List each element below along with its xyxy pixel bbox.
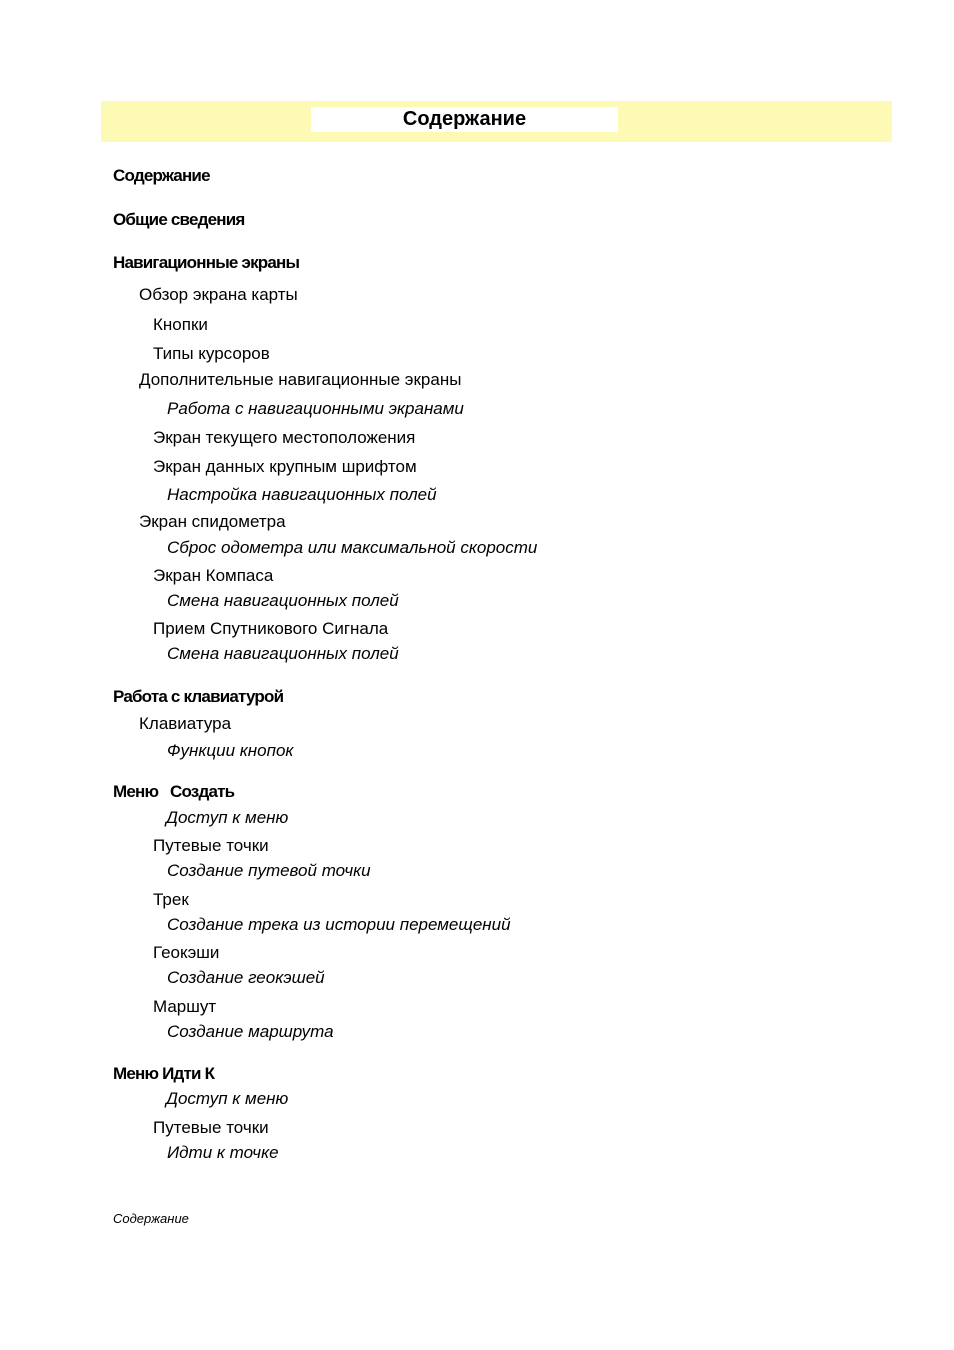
toc-item-menu-access-2[interactable]: Доступ к меню [166,1089,289,1108]
toc-item-geocaches[interactable]: Геокэши [153,943,220,962]
toc-section-create-menu[interactable]: Меню Создать [113,782,235,801]
toc-item-satellite-signal[interactable]: Прием Спутникового Сигнала [153,619,389,638]
toc-section-contents[interactable]: Содержание [113,166,210,185]
toc-item-buttons[interactable]: Кнопки [153,315,208,334]
toc-item-create-track[interactable]: Создание трека из истории перемещений [167,915,511,934]
toc-item-speedometer-screen[interactable]: Экран спидометра [139,512,286,531]
toc-item-map-screen-overview[interactable]: Обзор экрана карты [139,285,298,304]
toc-item-cursor-types[interactable]: Типы курсоров [153,344,270,363]
toc-item-goto-point[interactable]: Идти к точке [167,1143,279,1162]
toc-item-button-functions[interactable]: Функции кнопок [167,741,294,760]
toc-item-nav-fields-setup[interactable]: Настройка навигационных полей [167,485,437,504]
toc-item-create-geocaches[interactable]: Создание геокэшей [167,968,325,987]
toc-section-keyboard[interactable]: Работа с клавиатурой [113,687,284,706]
toc-item-route[interactable]: Маршут [153,997,217,1016]
toc-item-waypoints-2[interactable]: Путевые точки [153,1118,269,1137]
page-footer: Содержание [113,1211,189,1226]
toc-section-general-info[interactable]: Общие сведения [113,210,245,229]
toc-item-change-nav-fields-2[interactable]: Смена навигационных полей [167,644,399,663]
toc-item-menu-access[interactable]: Доступ к меню [166,808,289,827]
toc-item-additional-nav-screens[interactable]: Дополнительные навигационные экраны [139,370,462,389]
toc-item-large-font-data-screen[interactable]: Экран данных крупным шрифтом [153,457,417,476]
toc-item-keyboard[interactable]: Клавиатура [139,714,232,733]
toc-item-create-route[interactable]: Создание маршрута [167,1022,334,1041]
toc-item-create-waypoint[interactable]: Создание путевой точки [167,861,371,880]
page-title: Содержание [402,108,527,130]
toc-section-goto-menu[interactable]: Меню Идти К [113,1064,215,1083]
toc-item-current-location-screen[interactable]: Экран текущего местоположения [153,428,416,447]
toc-item-track[interactable]: Трек [153,890,189,909]
toc-section-navigation-screens[interactable]: Навигационные экраны [113,253,300,272]
toc-item-compass-screen[interactable]: Экран Компаса [153,566,274,585]
toc-item-odometer-reset[interactable]: Сброс одометра или максимальной скорости [167,538,538,557]
toc-item-waypoints[interactable]: Путевые точки [153,836,269,855]
toc-item-change-nav-fields[interactable]: Смена навигационных полей [167,591,399,610]
toc-item-working-with-nav-screens[interactable]: Работа с навигационными экранами [167,399,464,418]
